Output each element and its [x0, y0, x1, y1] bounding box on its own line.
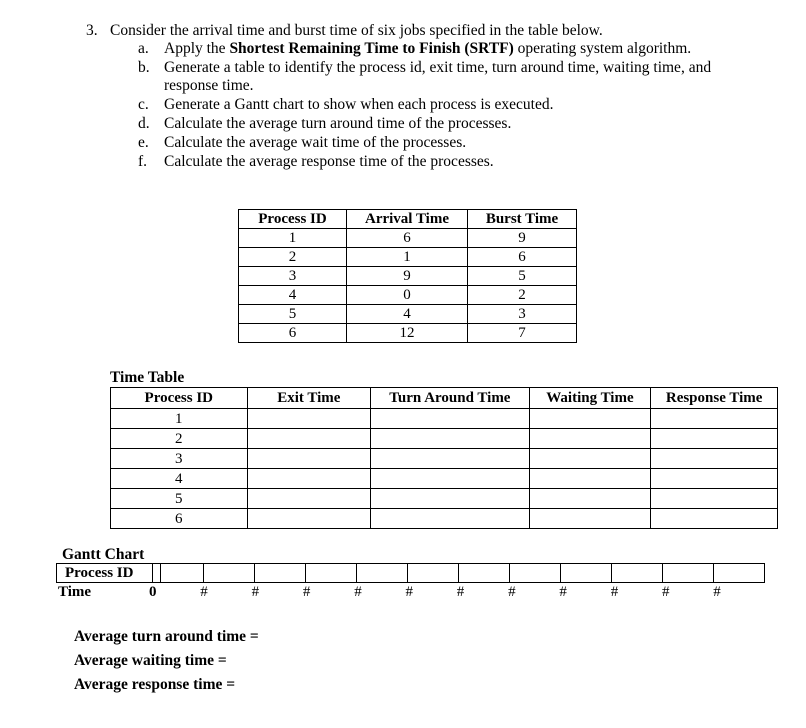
subitem-text: [164, 153, 494, 171]
table-cell: 6: [468, 248, 577, 267]
answer-cell[interactable]: [651, 449, 778, 469]
answer-cell[interactable]: [371, 469, 529, 489]
subitem-letter: c.: [138, 96, 149, 113]
avg-waiting-label: Average waiting time =: [74, 652, 227, 669]
gantt-cell[interactable]: [357, 563, 408, 583]
gantt-cell[interactable]: [663, 563, 714, 583]
time-table-title: Time Table: [110, 369, 185, 386]
gantt-time-label: Time: [58, 584, 92, 600]
subitem-text-part: Generate a table to identify the process id, exit time, turn around time, waiting time, and: [164, 59, 712, 76]
table-cell: 4: [239, 286, 347, 305]
table-cell: 9: [468, 229, 577, 248]
table-row: [239, 229, 577, 248]
answer-cell[interactable]: [247, 469, 371, 489]
table-row: [111, 469, 778, 489]
gantt-cells[interactable]: [152, 563, 765, 583]
subitem-text-part: Calculate the average turn around time of the processes.: [164, 115, 512, 132]
answer-cell[interactable]: [529, 509, 651, 529]
process-id-cell: 6: [111, 509, 248, 529]
gantt-time-mark: #: [200, 584, 208, 600]
gantt-cell[interactable]: [612, 563, 663, 583]
subitem-text-part: Apply the: [164, 40, 230, 57]
gantt-time-row: [56, 584, 776, 604]
subitem-letter: f.: [138, 153, 148, 170]
subitem-text: [164, 59, 711, 77]
gantt-title: Gantt Chart: [62, 546, 145, 563]
answer-cell[interactable]: [247, 409, 371, 429]
gantt-cell[interactable]: [459, 563, 510, 583]
gantt-time-mark: #: [610, 584, 619, 600]
table-cell: 1: [347, 248, 468, 267]
subitem-letter: b.: [138, 59, 150, 76]
subitem-text-part: response time.: [164, 77, 254, 94]
gantt-time-mark: #: [662, 584, 670, 600]
answer-cell[interactable]: [529, 489, 651, 509]
table-row: [111, 409, 778, 429]
avg-response-label: Average response time =: [74, 676, 236, 693]
gantt-time-mark: #: [713, 584, 721, 600]
subitem-text: [164, 96, 554, 114]
gantt-time-mark: #: [456, 584, 465, 600]
gantt-time-mark: #: [559, 584, 567, 600]
tt-header-process-id: Process ID: [111, 388, 248, 409]
process-id-cell: 2: [111, 429, 248, 449]
table-row: [111, 449, 778, 469]
col-header-process-id: Process ID: [239, 210, 347, 229]
table-cell: 7: [468, 324, 577, 343]
table-cell: 1: [239, 229, 347, 248]
answer-cell[interactable]: [529, 429, 651, 449]
subitem-text: [164, 77, 254, 95]
gantt-cell[interactable]: [408, 563, 459, 583]
tt-header-turnaround: Turn Around Time: [371, 388, 529, 409]
answer-cell[interactable]: [371, 409, 529, 429]
avg-turnaround-label: Average turn around time =: [74, 628, 259, 645]
answer-cell[interactable]: [247, 509, 371, 529]
subitem-text: [164, 115, 511, 133]
gantt-time-mark: #: [405, 584, 413, 600]
answer-cell[interactable]: [529, 469, 651, 489]
gantt-cell[interactable]: [561, 563, 612, 583]
gantt-cell[interactable]: [204, 563, 255, 583]
table-row: [111, 509, 778, 529]
arrival-burst-table: [238, 209, 577, 343]
table-row: [239, 248, 577, 267]
table-cell: 2: [468, 286, 577, 305]
process-id-cell: 5: [111, 489, 248, 509]
table-cell: 2: [239, 248, 347, 267]
table-cell: 3: [468, 305, 577, 324]
subitem-text-part: Calculate the average response time of the processes.: [164, 153, 494, 170]
answer-cell[interactable]: [529, 449, 651, 469]
table-cell: 12: [347, 324, 468, 343]
gantt-time-mark: #: [354, 584, 362, 600]
question-number: 3.: [86, 22, 98, 39]
table-cell: 6: [239, 324, 347, 343]
table-cell: 5: [468, 267, 577, 286]
gantt-process-id-label: Process ID: [56, 563, 161, 583]
process-id-cell: 1: [111, 409, 248, 429]
answer-cell[interactable]: [371, 489, 529, 509]
table-row: [239, 286, 577, 305]
answer-cell[interactable]: [247, 429, 371, 449]
answer-cell[interactable]: [371, 449, 529, 469]
table-row: [239, 324, 577, 343]
subitem-letter: d.: [138, 115, 150, 132]
gantt-cell[interactable]: [152, 563, 204, 583]
tt-header-exit-time: Exit Time: [247, 388, 371, 409]
answer-cell[interactable]: [529, 409, 651, 429]
subitem-letter: e.: [138, 134, 149, 151]
gantt-time-mark: #: [251, 584, 260, 600]
subitem-text: [164, 134, 466, 152]
answer-cell[interactable]: [651, 409, 778, 429]
gantt-time-mark: #: [508, 584, 516, 600]
tt-header-waiting: Waiting Time: [529, 388, 651, 409]
gantt-cell[interactable]: [255, 563, 306, 583]
process-id-cell: 4: [111, 469, 248, 489]
table-row: [239, 305, 577, 324]
answer-cell[interactable]: [371, 429, 529, 449]
answer-cell[interactable]: [651, 489, 778, 509]
answer-cell[interactable]: [651, 509, 778, 529]
gantt-cell[interactable]: [714, 563, 765, 583]
table-cell: 0: [347, 286, 468, 305]
process-id-cell: 3: [111, 449, 248, 469]
subitem-letter: a.: [138, 40, 149, 57]
table-cell: 3: [239, 267, 347, 286]
answer-cell[interactable]: [247, 489, 371, 509]
subitem-text: [164, 40, 691, 58]
table-cell: 5: [239, 305, 347, 324]
answer-cell[interactable]: [247, 449, 371, 469]
gantt-cell[interactable]: [306, 563, 357, 583]
table-cell: 4: [347, 305, 468, 324]
table-row: [111, 489, 778, 509]
subitem-bold-text: Shortest Remaining Time to Finish (SRTF): [229, 40, 514, 57]
gantt-cell[interactable]: [510, 563, 561, 583]
answer-cell[interactable]: [651, 429, 778, 449]
gantt-time-mark: 0: [149, 584, 157, 600]
col-header-burst-time: Burst Time: [468, 210, 577, 229]
table-cell: 6: [347, 229, 468, 248]
table-row: [111, 429, 778, 449]
subitem-text-part: Generate a Gantt chart to show when each process is executed.: [164, 96, 554, 113]
subitem-text-part: Calculate the average wait time of the processes.: [164, 134, 467, 151]
time-table[interactable]: [110, 387, 778, 529]
gantt-time-mark: #: [302, 584, 311, 600]
table-cell: 9: [347, 267, 468, 286]
question-text: Consider the arrival time and burst time of six jobs specified in the table below.: [110, 22, 603, 39]
subitem-text-part: operating system algorithm.: [513, 40, 692, 57]
col-header-arrival-time: Arrival Time: [347, 210, 468, 229]
tt-header-response: Response Time: [651, 388, 778, 409]
answer-cell[interactable]: [371, 509, 529, 529]
answer-cell[interactable]: [651, 469, 778, 489]
table-row: [239, 267, 577, 286]
